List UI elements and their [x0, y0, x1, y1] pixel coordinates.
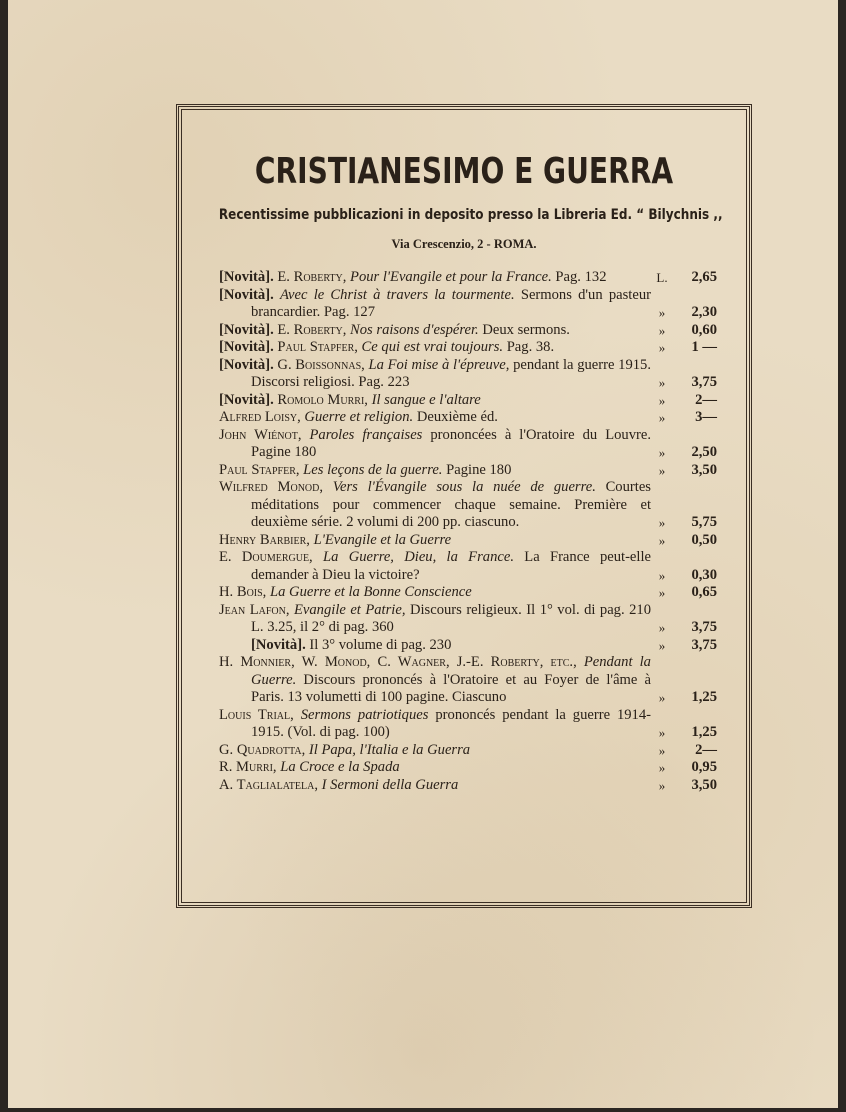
entry-author: H. Bois,: [219, 584, 267, 600]
price: 2,65: [691, 269, 717, 285]
price-marker: »: [658, 777, 666, 793]
entry-title: La Guerre et la Bonne Conscience: [270, 584, 472, 600]
entry-details: Deux sermons.: [482, 321, 570, 338]
entry-title: Il sangue e l'altare: [371, 391, 481, 408]
entry-details: Pag. 38.: [506, 339, 555, 355]
entry-tag: [Novità].: [219, 269, 274, 285]
list-item: [219, 654, 717, 707]
entry-author: E. Roberty,: [277, 321, 347, 338]
publication-list: [219, 269, 717, 794]
entry-title: La Guerre, Dieu, la France.: [323, 549, 514, 565]
list-item: [219, 637, 717, 655]
entry-title: Avec le Christ à travers la tourmente.: [279, 286, 515, 303]
entry-author: John Wiénot,: [219, 426, 302, 443]
entry-title: Nos raisons d'espérer.: [350, 321, 479, 338]
entry-title: Il Papa, l'Italia e la Guerra: [308, 741, 471, 758]
entry-text: [219, 357, 651, 392]
price: 2,50: [691, 444, 717, 460]
price: 3—: [695, 409, 717, 425]
advertisement-frame: [176, 104, 752, 908]
price: 3,75: [691, 619, 717, 635]
list-item: [219, 322, 717, 340]
price: 1 —: [691, 339, 717, 355]
entry-text: [219, 287, 651, 322]
entry-text: [219, 707, 651, 742]
price-marker: »: [658, 532, 666, 548]
entry-text: [219, 637, 651, 655]
price: 0,95: [691, 759, 717, 775]
entry-text: [219, 654, 651, 707]
list-item: [219, 462, 717, 480]
price-marker: »: [658, 322, 666, 338]
price: 2—: [695, 741, 717, 758]
entry-author: G. Quadrotta,: [219, 741, 306, 758]
entry-title: La Croce e la Spada: [280, 759, 400, 775]
price-marker: »: [658, 585, 666, 600]
entry-details: pendant la guerre 1915. Discorsi religiosi. Pag. 223: [251, 356, 651, 390]
entry-details: prononcés pendant la guerre 1914-1915. (Vol. di pag. 100): [251, 706, 652, 740]
price-marker: »: [658, 462, 666, 478]
list-item: [219, 707, 717, 742]
entry-tag: [Novità].: [219, 286, 274, 303]
page-title: CRISTIANESIMO E GUERRA: [254, 151, 674, 192]
entry-author: A. Taglialatela,: [219, 776, 319, 793]
entry-details: Deuxième éd.: [416, 409, 498, 425]
entry-title: La Foi mise à l'épreuve,: [368, 356, 510, 373]
entry-author: Paul Stapfer,: [277, 339, 358, 355]
entry-details: Courtes méditations pour commencer chaque semaine. Première et deuxième série. 2 volumi di 200 pp. ciascuno.: [251, 479, 651, 530]
price-marker: »: [658, 637, 666, 653]
entry-text: [219, 462, 651, 480]
price-marker: »: [658, 760, 666, 775]
price-marker: »: [658, 620, 666, 635]
entry-text: [219, 584, 651, 602]
list-item: [219, 532, 717, 550]
list-item: [219, 392, 717, 410]
price: 0,65: [691, 584, 717, 600]
price-marker: »: [658, 410, 666, 425]
entry-title: Vers l'Évangile sous la nuée de guerre.: [332, 479, 596, 495]
price-marker: »: [658, 375, 666, 390]
entry-details: Sermons d'un pasteur brancardier. Pag. 127: [251, 286, 651, 320]
entry-details: Discours prononcés à l'Oratoire et au Foyer de l'âme à Paris. 13 volumetti di 100 pagine. Ciascuno: [251, 671, 651, 705]
price: 3,50: [691, 461, 717, 478]
price: 0,30: [691, 566, 717, 583]
entry-text: [219, 339, 651, 357]
entry-text: [219, 759, 651, 777]
entry-tag: [Novità].: [219, 321, 274, 338]
price-marker: »: [658, 742, 666, 758]
list-item: [219, 427, 717, 462]
entry-tag: [Novità].: [219, 339, 274, 355]
entry-title: Pour l'Evangile et pour la France.: [350, 269, 552, 285]
entry-text: [219, 602, 651, 637]
entry-author: E. Doumergue,: [219, 549, 313, 565]
price-marker: »: [658, 567, 666, 583]
entry-author: H. Monnier, W. Monod, C. Wagner, J.-E. Roberty, etc.,: [219, 654, 577, 670]
entry-author: Jean Lafon,: [219, 601, 290, 618]
price: 1,25: [691, 689, 717, 705]
entry-details: Il 3° volume di pag. 230: [309, 636, 452, 653]
entry-text: [219, 532, 651, 550]
entry-tag: [Novità].: [219, 356, 274, 373]
entry-author: G. Boissonnas,: [277, 356, 365, 373]
entry-author: Henry Barbier,: [219, 531, 310, 548]
price-marker: »: [658, 445, 666, 460]
entry-title: Les leçons de la guerre.: [303, 461, 443, 478]
entry-title: I Sermoni della Guerra: [321, 776, 459, 793]
price-marker: »: [658, 340, 666, 355]
entry-details: La France peut-elle demander à Dieu la victoire?: [251, 549, 651, 583]
price: 2,30: [691, 304, 717, 320]
entry-text: [219, 392, 651, 410]
list-item: [219, 742, 717, 760]
list-item: [219, 287, 717, 322]
entry-author: Romolo Murri,: [277, 391, 368, 408]
list-item: [219, 357, 717, 392]
entry-title: L'Evangile et la Guerre: [313, 531, 452, 548]
list-item: [219, 777, 717, 795]
entry-text: [219, 269, 651, 287]
entry-text: [219, 549, 651, 584]
entry-tag: [Novità].: [219, 391, 274, 408]
list-item: [219, 339, 717, 357]
entry-author: Alfred Loisy,: [219, 409, 301, 425]
price: 1,25: [691, 724, 717, 740]
entry-author: E. Roberty,: [277, 269, 347, 285]
entry-title: Sermons patriotiques: [300, 706, 429, 723]
entry-text: [219, 742, 651, 760]
price-marker: L.: [656, 270, 668, 285]
entry-tag: [Novità].: [251, 636, 306, 653]
entry-text: [219, 777, 651, 795]
price-marker: »: [658, 305, 666, 320]
list-item: [219, 759, 717, 777]
price-marker: »: [658, 515, 666, 530]
price: 3,75: [691, 636, 717, 653]
price: 0,50: [691, 531, 717, 548]
list-item: [219, 602, 717, 637]
price: 0,60: [691, 321, 717, 338]
price: 5,75: [691, 514, 717, 530]
entry-title: Evangile et Patrie,: [293, 601, 406, 618]
page: [8, 0, 838, 1108]
list-item: [219, 549, 717, 584]
entry-details: Discours religieux. Il 1° vol. di pag. 210 L. 3.25, il 2° di pag. 360: [251, 601, 651, 635]
entry-title: Paroles françaises: [309, 426, 423, 443]
entry-text: [219, 409, 651, 427]
entry-author: Louis Trial,: [219, 706, 294, 723]
entry-author: R. Murri,: [219, 759, 277, 775]
list-item: [219, 269, 717, 287]
entry-details: Pagine 180: [446, 461, 512, 478]
entry-details: Pag. 132: [555, 269, 607, 285]
entry-text: [219, 479, 651, 532]
entry-text: [219, 427, 651, 462]
entry-title: Guerre et religion.: [304, 409, 414, 425]
entry-details: prononcées à l'Oratoire du Louvre. Pagine 180: [251, 426, 651, 460]
list-item: [219, 409, 717, 427]
entry-text: [219, 322, 651, 340]
list-item: [219, 584, 717, 602]
price: 3,75: [691, 374, 717, 390]
entry-author: Wilfred Monod,: [219, 479, 324, 495]
entry-title: Ce qui est vrai toujours.: [361, 339, 504, 355]
price-marker: »: [658, 690, 666, 705]
price-marker: »: [658, 725, 666, 740]
entry-author: Paul Stapfer,: [219, 461, 300, 478]
price: 3,50: [691, 776, 717, 793]
entry-title: Pendant la Guerre.: [251, 654, 651, 688]
subtitle: Recentissime pubblicazioni in deposito presso la Libreria Ed. “ Bilychnis ,,: [218, 207, 723, 223]
price: 2—: [695, 391, 717, 408]
price-marker: »: [658, 392, 666, 408]
address: Via Crescenzio, 2 - ROMA.: [391, 237, 537, 251]
list-item: [219, 479, 717, 532]
